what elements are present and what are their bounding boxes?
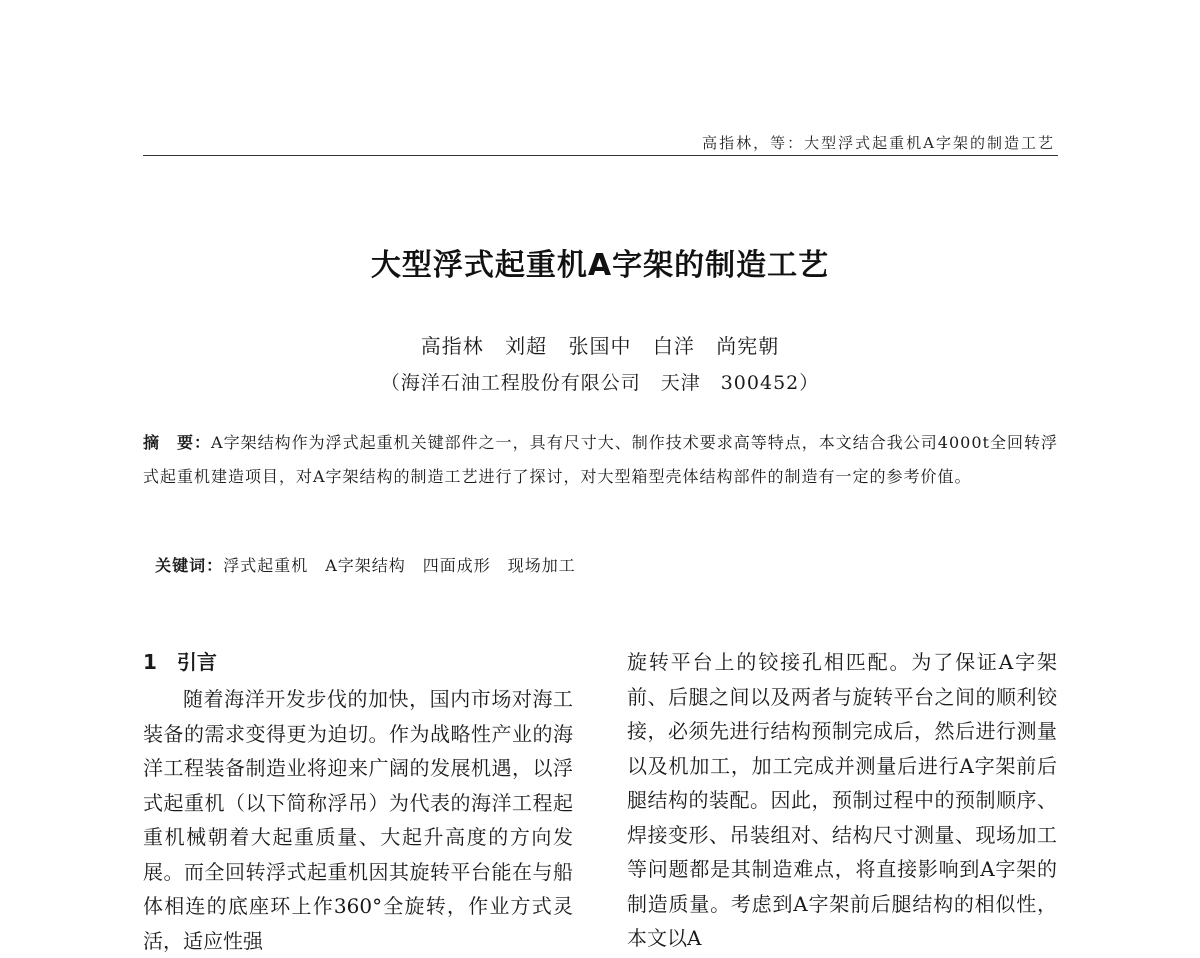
body-paragraph: 随着海洋开发步伐的加快，国内市场对海工装备的需求变得更为迫切。作为战略性产业的海洋工程装备制造业将迎来广阔的发展机遇，以浮式起重机（以下简称浮吊）为代表的海洋工程起重机械朝着大起重质量、大起升高度的方向发展。而全回转浮式起重机因其旋转平台能在与船体相连的底座环上作360°全旋转，作业方式灵活，适应性强 — [143, 687, 573, 953]
keywords-label: 关键词： — [155, 556, 224, 575]
running-head: 高指林，等：大型浮式起重机A字架的制造工艺 — [702, 134, 1055, 152]
left-column — [143, 645, 573, 958]
abstract — [143, 426, 1058, 494]
body-paragraph-continued: 旋转平台上的铰接孔相匹配。为了保证A字架前、后腿之间以及两者与旋转平台之间的顺利铰接，必须先进行结构预制完成后，然后进行测量以及机加工，加工完成并测量后进行A字架前后腿结构的装配。因此，预制过程中的预制顺序、焊接变形、吊装组对、结构尺寸测量、现场加工等问题都是其制造难点，将直接影响到A字架的制造质量。考虑到A字架前后腿结构的相似性，本文以A — [627, 650, 1057, 950]
paper-title: 大型浮式起重机A字架的制造工艺 — [370, 248, 830, 283]
section-heading: 1 引言 — [143, 650, 217, 674]
header-rule — [143, 155, 1058, 156]
affiliation: （海洋石油工程股份有限公司 天津 300452） — [380, 372, 820, 394]
author-list: 高指林 刘超 张国中 白洋 尚宪朝 — [420, 334, 780, 358]
keywords-text: 浮式起重机 A字架结构 四面成形 现场加工 — [223, 556, 576, 575]
keywords — [143, 534, 1058, 576]
abstract-text: A字架结构作为浮式起重机关键部件之一，具有尺寸大、制作技术要求高等特点，本文结合我公司4000t全回转浮式起重机建造项目，对A字架结构的制造工艺进行了探讨，对大型箱型壳体结构部件的制造有一定的参考价值。 — [143, 433, 1058, 486]
right-column — [627, 645, 1057, 956]
abstract-label: 摘 要： — [143, 433, 212, 452]
